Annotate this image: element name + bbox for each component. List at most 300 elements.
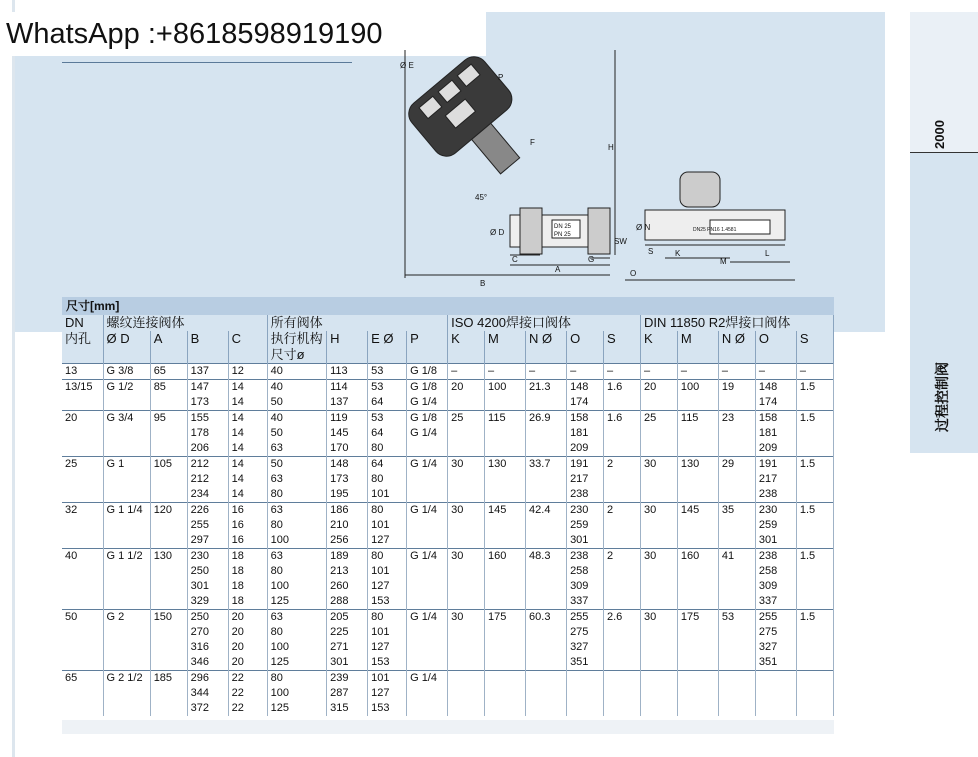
- table-cell: 209: [755, 441, 796, 457]
- label-l: L: [765, 249, 770, 258]
- table-cell: 174: [755, 395, 796, 411]
- table-cell: [718, 594, 755, 610]
- table-cell: 63: [267, 472, 326, 487]
- table-cell: 114: [327, 380, 368, 396]
- table-cell: [718, 533, 755, 549]
- table-cell: [407, 579, 448, 594]
- table-cell: 148: [755, 380, 796, 396]
- table-cell: [603, 655, 640, 671]
- table-cell: [150, 701, 187, 716]
- table-cell: [448, 472, 485, 487]
- table-cell: 50: [267, 426, 326, 441]
- table-cell: 137: [327, 395, 368, 411]
- table-cell: [448, 686, 485, 701]
- table-cell: 53: [368, 380, 407, 396]
- table-cell: [718, 395, 755, 411]
- table-cell: G 3/8: [103, 364, 150, 380]
- col-a: A: [150, 331, 187, 364]
- table-cell: 80: [267, 518, 326, 533]
- table-cell: [150, 533, 187, 549]
- table-cell: [640, 671, 677, 687]
- table-cell: [640, 472, 677, 487]
- table-cell: 25: [62, 457, 103, 473]
- table-cell: 258: [755, 564, 796, 579]
- table-cell: [526, 686, 567, 701]
- table-cell: 64: [368, 457, 407, 473]
- table-cell: –: [603, 364, 640, 380]
- table-cell: [677, 579, 718, 594]
- table-cell: 50: [62, 610, 103, 626]
- table-cell: [103, 518, 150, 533]
- table-cell: G 1: [103, 457, 150, 473]
- group-din: DIN 11850 R2焊接口阀体: [640, 315, 833, 331]
- table-cell: 309: [567, 579, 604, 594]
- table-cell: [603, 594, 640, 610]
- table-cell: [103, 625, 150, 640]
- table-cell: [448, 564, 485, 579]
- table-cell: 115: [485, 411, 526, 427]
- table-cell: 14: [228, 441, 267, 457]
- table-cell: [485, 655, 526, 671]
- table-cell: [150, 518, 187, 533]
- table-cell: [677, 441, 718, 457]
- table-cell: 181: [755, 426, 796, 441]
- table-cell: [718, 579, 755, 594]
- table-cell: 170: [327, 441, 368, 457]
- table-cell: 173: [187, 395, 228, 411]
- table-cell: G 1/4: [407, 503, 448, 519]
- table-cell: G 1/4: [407, 549, 448, 565]
- table-cell: [640, 533, 677, 549]
- table-cell: 80: [368, 472, 407, 487]
- table-cell: 53: [368, 364, 407, 380]
- col-d: Ø D: [103, 331, 150, 364]
- label-k: K: [675, 249, 681, 258]
- table-cell: [485, 487, 526, 503]
- label-g: G: [588, 255, 595, 264]
- table-row: [62, 364, 834, 380]
- table-cell: –: [485, 364, 526, 380]
- table-cell: 20: [228, 610, 267, 626]
- table-cell: [640, 594, 677, 610]
- table-row: [62, 472, 834, 487]
- table-cell: [62, 701, 103, 716]
- table-cell: [796, 472, 833, 487]
- table-cell: 296: [187, 671, 228, 687]
- col-h: H: [327, 331, 368, 364]
- table-cell: –: [755, 364, 796, 380]
- table-cell: [755, 671, 796, 687]
- table-cell: 16: [228, 503, 267, 519]
- table-cell: 130: [677, 457, 718, 473]
- table-cell: [677, 625, 718, 640]
- label-d: Ø D: [490, 228, 505, 237]
- table-row: [62, 503, 834, 519]
- table-cell: [718, 625, 755, 640]
- table-cell: 80: [267, 487, 326, 503]
- table-cell: 2: [603, 503, 640, 519]
- table-cell: 30: [448, 549, 485, 565]
- dimension-table-section: [62, 297, 834, 734]
- table-cell: –: [640, 364, 677, 380]
- table-cell: [62, 487, 103, 503]
- table-cell: 14: [228, 411, 267, 427]
- col-din-s: S: [796, 331, 833, 364]
- table-row: [62, 518, 834, 533]
- table-cell: [150, 625, 187, 640]
- table-row: [62, 625, 834, 640]
- table-row: [62, 686, 834, 701]
- table-cell: [103, 594, 150, 610]
- table-cell: [526, 533, 567, 549]
- label-a: A: [555, 265, 561, 274]
- table-cell: G 1/4: [407, 395, 448, 411]
- table-cell: [103, 655, 150, 671]
- table-cell: 30: [448, 457, 485, 473]
- group-all: 所有阀体: [267, 315, 448, 331]
- table-cell: 238: [755, 487, 796, 503]
- table-cell: 329: [187, 594, 228, 610]
- table-cell: [677, 426, 718, 441]
- table-cell: [603, 441, 640, 457]
- table-row: [62, 395, 834, 411]
- table-cell: 127: [368, 533, 407, 549]
- table-cell: 101: [368, 671, 407, 687]
- table-cell: [718, 655, 755, 671]
- table-cell: [448, 594, 485, 610]
- table-cell: [526, 426, 567, 441]
- table-cell: –: [677, 364, 718, 380]
- table-cell: –: [718, 364, 755, 380]
- table-cell: [526, 395, 567, 411]
- table-cell: 186: [327, 503, 368, 519]
- table-cell: 18: [228, 549, 267, 565]
- table-cell: [796, 441, 833, 457]
- table-cell: 255: [187, 518, 228, 533]
- table-cell: [567, 701, 604, 716]
- table-cell: 213: [327, 564, 368, 579]
- table-cell: [407, 487, 448, 503]
- table-cell: [677, 655, 718, 671]
- table-cell: G 1/4: [407, 610, 448, 626]
- table-cell: 217: [755, 472, 796, 487]
- table-cell: [796, 564, 833, 579]
- table-cell: G 1/4: [407, 426, 448, 441]
- table-cell: 238: [567, 549, 604, 565]
- label-n: Ø N: [636, 223, 651, 232]
- table-cell: [526, 671, 567, 687]
- table-cell: 125: [267, 594, 326, 610]
- group-iso: ISO 4200焊接口阀体: [448, 315, 641, 331]
- col-dn: DN: [62, 315, 103, 331]
- table-cell: [603, 686, 640, 701]
- table-cell: 158: [567, 411, 604, 427]
- table-cell: [407, 625, 448, 640]
- table-cell: [526, 518, 567, 533]
- table-cell: 230: [567, 503, 604, 519]
- table-cell: 217: [567, 472, 604, 487]
- table-cell: [62, 594, 103, 610]
- table-cell: 119: [327, 411, 368, 427]
- panel-divider: [62, 62, 352, 63]
- label-m: M: [720, 257, 727, 266]
- table-cell: 316: [187, 640, 228, 655]
- table-cell: [485, 395, 526, 411]
- table-cell: G 1 1/2: [103, 549, 150, 565]
- table-cell: 174: [567, 395, 604, 411]
- table-cell: [407, 640, 448, 655]
- table-cell: 22: [228, 671, 267, 687]
- table-cell: [485, 701, 526, 716]
- table-cell: 2.6: [603, 610, 640, 626]
- table-cell: 337: [567, 594, 604, 610]
- table-cell: 14: [228, 487, 267, 503]
- table-cell: 100: [267, 533, 326, 549]
- table-cell: [485, 594, 526, 610]
- table-cell: [448, 625, 485, 640]
- table-cell: 120: [150, 503, 187, 519]
- nameplate-1-line2: PN 25: [554, 232, 571, 238]
- table-cell: [796, 701, 833, 716]
- table-cell: 100: [267, 640, 326, 655]
- table-cell: [640, 655, 677, 671]
- label-b: B: [480, 279, 486, 288]
- label-h: H: [608, 143, 614, 152]
- table-cell: 80: [368, 549, 407, 565]
- table-cell: [796, 686, 833, 701]
- table-cell: 85: [150, 380, 187, 396]
- table-cell: 80: [368, 610, 407, 626]
- table-cell: 25: [640, 411, 677, 427]
- table-cell: [407, 533, 448, 549]
- table-cell: [150, 594, 187, 610]
- table-cell: 20: [640, 380, 677, 396]
- table-cell: 155: [187, 411, 228, 427]
- table-cell: [448, 518, 485, 533]
- table-cell: [677, 487, 718, 503]
- table-cell: 33.7: [526, 457, 567, 473]
- table-cell: [150, 395, 187, 411]
- col-iso-s: S: [603, 331, 640, 364]
- table-cell: G 2 1/2: [103, 671, 150, 687]
- table-cell: [718, 426, 755, 441]
- table-cell: 48.3: [526, 549, 567, 565]
- table-cell: 191: [755, 457, 796, 473]
- table-cell: [103, 533, 150, 549]
- table-cell: 63: [267, 549, 326, 565]
- table-cell: 209: [567, 441, 604, 457]
- table-cell: [485, 472, 526, 487]
- table-cell: [485, 671, 526, 687]
- table-cell: [796, 487, 833, 503]
- table-cell: 145: [327, 426, 368, 441]
- table-cell: 25: [448, 411, 485, 427]
- table-cell: [603, 518, 640, 533]
- label-p: P: [498, 73, 504, 82]
- table-cell: [526, 472, 567, 487]
- table-cell: [485, 441, 526, 457]
- table-cell: 42.4: [526, 503, 567, 519]
- table-cell: 250: [187, 564, 228, 579]
- table-cell: [448, 395, 485, 411]
- table-cell: 160: [485, 549, 526, 565]
- col-din-o: O: [755, 331, 796, 364]
- table-cell: 301: [327, 655, 368, 671]
- table-cell: [796, 579, 833, 594]
- table-cell: 65: [62, 671, 103, 687]
- table-cell: [677, 395, 718, 411]
- table-cell: 115: [677, 411, 718, 427]
- table-cell: [448, 579, 485, 594]
- table-cell: [603, 487, 640, 503]
- table-cell: 145: [485, 503, 526, 519]
- label-c: C: [512, 255, 518, 264]
- table-cell: 238: [755, 549, 796, 565]
- table-cell: [62, 655, 103, 671]
- table-cell: 1.6: [603, 380, 640, 396]
- col-din-k: K: [640, 331, 677, 364]
- table-cell: 230: [755, 503, 796, 519]
- table-cell: 101: [368, 625, 407, 640]
- label-f: F: [530, 138, 535, 147]
- table-cell: 100: [485, 380, 526, 396]
- table-cell: 301: [755, 533, 796, 549]
- table-cell: 18: [228, 564, 267, 579]
- table-cell: [640, 426, 677, 441]
- table-cell: [755, 686, 796, 701]
- table-cell: [407, 701, 448, 716]
- table-cell: 63: [267, 503, 326, 519]
- col-dn-bore: 内孔: [62, 331, 103, 364]
- table-cell: [526, 564, 567, 579]
- table-cell: 14: [228, 395, 267, 411]
- label-o: O: [630, 269, 637, 278]
- table-cell: 40: [267, 411, 326, 427]
- table-cell: [603, 533, 640, 549]
- table-cell: 125: [267, 655, 326, 671]
- table-cell: 101: [368, 487, 407, 503]
- table-cell: [103, 640, 150, 655]
- table-cell: 158: [755, 411, 796, 427]
- table-row: [62, 380, 834, 396]
- table-title: 尺寸[mm]: [62, 297, 834, 315]
- table-cell: G 1/2: [103, 380, 150, 396]
- col-b: B: [187, 331, 228, 364]
- table-row: [62, 640, 834, 655]
- table-cell: 259: [755, 518, 796, 533]
- table-cell: 20: [62, 411, 103, 427]
- table-cell: 259: [567, 518, 604, 533]
- table-cell: 173: [327, 472, 368, 487]
- table-cell: 327: [567, 640, 604, 655]
- table-cell: [603, 395, 640, 411]
- table-cell: [103, 564, 150, 579]
- table-cell: [103, 579, 150, 594]
- table-cell: [485, 579, 526, 594]
- table-cell: [448, 426, 485, 441]
- nameplate-1-line1: DN 25: [554, 224, 572, 230]
- table-cell: 297: [187, 533, 228, 549]
- left-margin: [0, 0, 12, 757]
- table-cell: 22: [228, 701, 267, 716]
- label-sw: SW: [614, 237, 627, 246]
- table-cell: [103, 701, 150, 716]
- table-cell: [526, 594, 567, 610]
- table-row: [62, 426, 834, 441]
- table-cell: [603, 640, 640, 655]
- col-iso-k: K: [448, 331, 485, 364]
- table-cell: 14: [228, 457, 267, 473]
- table-cell: G 1/8: [407, 411, 448, 427]
- table-cell: [640, 686, 677, 701]
- table-cell: [407, 594, 448, 610]
- table-cell: 80: [267, 564, 326, 579]
- table-cell: 13: [62, 364, 103, 380]
- table-cell: 153: [368, 655, 407, 671]
- col-actuator: 执行机构尺寸ø: [267, 331, 326, 364]
- table-cell: [407, 518, 448, 533]
- table-cell: [677, 472, 718, 487]
- table-cell: [603, 564, 640, 579]
- table-cell: 191: [567, 457, 604, 473]
- table-cell: [62, 472, 103, 487]
- table-cell: 1.6: [603, 411, 640, 427]
- table-cell: 29: [718, 457, 755, 473]
- table-cell: [62, 625, 103, 640]
- table-cell: 113: [327, 364, 368, 380]
- table-cell: –: [526, 364, 567, 380]
- col-c: C: [228, 331, 267, 364]
- table-cell: 30: [640, 610, 677, 626]
- table-cell: 127: [368, 640, 407, 655]
- table-cell: 20: [228, 640, 267, 655]
- table-cell: [640, 640, 677, 655]
- table-cell: G 3/4: [103, 411, 150, 427]
- table-cell: [718, 441, 755, 457]
- table-cell: 20: [228, 655, 267, 671]
- table-cell: 175: [485, 610, 526, 626]
- table-cell: [796, 655, 833, 671]
- table-cell: [603, 426, 640, 441]
- table-cell: [448, 487, 485, 503]
- label-s: S: [648, 247, 654, 256]
- table-cell: 275: [755, 625, 796, 640]
- table-cell: 195: [327, 487, 368, 503]
- table-cell: 63: [267, 610, 326, 626]
- table-cell: [150, 579, 187, 594]
- table-cell: 271: [327, 640, 368, 655]
- table-cell: [796, 533, 833, 549]
- table-cell: [103, 395, 150, 411]
- table-cell: [485, 564, 526, 579]
- table-cell: 301: [187, 579, 228, 594]
- table-row: [62, 487, 834, 503]
- table-cell: 337: [755, 594, 796, 610]
- table-row: [62, 610, 834, 626]
- table-cell: –: [448, 364, 485, 380]
- table-cell: 226: [187, 503, 228, 519]
- table-cell: [677, 518, 718, 533]
- table-cell: 32: [62, 503, 103, 519]
- table-cell: [796, 426, 833, 441]
- table-cell: 153: [368, 594, 407, 610]
- table-cell: 125: [267, 701, 326, 716]
- table-cell: [485, 640, 526, 655]
- table-cell: 315: [327, 701, 368, 716]
- table-cell: [603, 579, 640, 594]
- table-cell: [603, 472, 640, 487]
- table-cell: [677, 564, 718, 579]
